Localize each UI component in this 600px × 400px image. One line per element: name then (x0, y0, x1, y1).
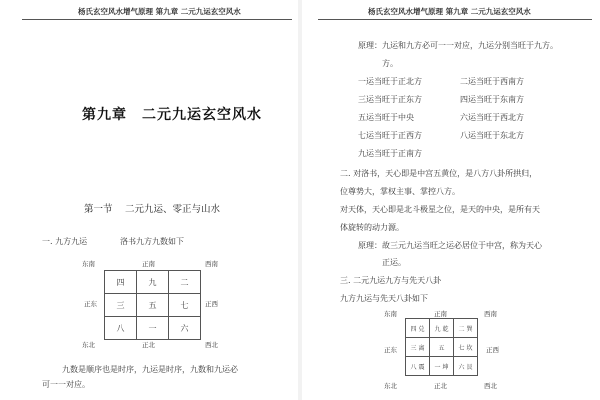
grid-cell: 三 离 (406, 338, 430, 357)
grid-cell: 二 巽 (454, 319, 478, 338)
page-header: 杨氏玄空风水增气原理 第九章 二元九运玄空风水 (78, 7, 241, 16)
dir-southeast: 东南 (384, 310, 397, 318)
dir-east: 正东 (384, 346, 397, 354)
dir-north: 正北 (434, 382, 447, 390)
item-heading: 一. 九方九运 (42, 237, 88, 246)
grid-cell: 八 震 (406, 357, 430, 376)
section-title: 第一节 二元九运、零正与山水 (84, 204, 221, 215)
grid-cell: 六 艮 (454, 357, 478, 376)
principle-line: 原理：九运和九方必可一一对应，九运分别当旺于九方。 (358, 41, 558, 50)
right-page (302, 0, 600, 400)
dir-south: 正南 (434, 310, 447, 318)
pair-item: 八运当旺于东北方 (460, 131, 524, 140)
grid-cell: 六 (169, 317, 201, 340)
grid-cell: 九 乾 (430, 319, 454, 338)
principle-line: 方。 (382, 59, 398, 68)
xiantian-bagua-grid (405, 318, 478, 376)
dir-northwest: 西北 (484, 382, 497, 390)
paragraph-line: 位尊势大，掌权主事、掌控八方。 (340, 187, 460, 196)
diagram-caption: 洛书九方九数如下 (120, 237, 184, 246)
grid-cell: 五 (430, 338, 454, 357)
dir-southwest: 西南 (205, 260, 218, 268)
dir-west: 正西 (486, 346, 499, 354)
left-page (0, 0, 298, 400)
page-header: 杨氏玄空风水增气原理 第九章 二元九运玄空风水 (368, 7, 531, 16)
header-rule (22, 19, 292, 20)
paragraph-line: 九数是顺序也是时序，九运是时序，九数和九运必 (62, 365, 238, 374)
dir-south: 正南 (142, 260, 155, 268)
pair-item: 三运当旺于正东方 (358, 95, 422, 104)
grid-cell: 八 (105, 317, 137, 340)
pair-item: 四运当旺于东南方 (460, 95, 524, 104)
pair-item: 六运当旺于西北方 (460, 113, 524, 122)
dir-northwest: 西北 (205, 341, 218, 349)
grid-cell: 一 坤 (430, 357, 454, 376)
dir-northeast: 东北 (384, 382, 397, 390)
dir-east: 正东 (84, 300, 97, 308)
dir-northeast: 东北 (82, 341, 95, 349)
principle-line: 正运。 (382, 258, 406, 267)
grid-cell: 四 (105, 271, 137, 294)
grid-cell: 七 坎 (454, 338, 478, 357)
pair-item: 七运当旺于正西方 (358, 131, 422, 140)
grid-cell: 七 (169, 294, 201, 317)
grid-cell: 四 兑 (406, 319, 430, 338)
pair-item: 二运当旺于西南方 (460, 77, 524, 86)
grid-cell: 九 (137, 271, 169, 294)
item-heading: 三. 二元九运九方与先天八卦 (340, 276, 442, 285)
paragraph-line: 二. 对洛书，天心即是中宫五黄位，是八方八卦所拱归， (340, 169, 538, 178)
dir-west: 正西 (205, 300, 218, 308)
diagram-caption: 九方九运与先天八卦如下 (340, 294, 428, 303)
pair-item: 一运当旺于正北方 (358, 77, 422, 86)
grid-cell: 二 (169, 271, 201, 294)
paragraph-line: 对天体，天心即是北斗极星之位，是天的中央，是所有天 (340, 205, 540, 214)
dir-southeast: 东南 (82, 260, 95, 268)
chapter-title: 第九章 二元九运玄空风水 (82, 107, 262, 123)
paragraph-line: 体旋转的动力源。 (340, 223, 404, 232)
grid-cell: 一 (137, 317, 169, 340)
pair-item: 九运当旺于正南方 (358, 149, 422, 158)
paragraph-line: 可一一对应。 (42, 380, 90, 389)
pair-item: 五运当旺于中央 (358, 113, 414, 122)
grid-cell: 五 (137, 294, 169, 317)
header-rule (318, 19, 592, 20)
luoshu-grid (104, 270, 201, 340)
dir-southwest: 西南 (484, 310, 497, 318)
principle-line: 原理：故三元九运当旺之运必居位于中宫，称为天心 (358, 241, 542, 250)
grid-cell: 三 (105, 294, 137, 317)
dir-north: 正北 (142, 341, 155, 349)
